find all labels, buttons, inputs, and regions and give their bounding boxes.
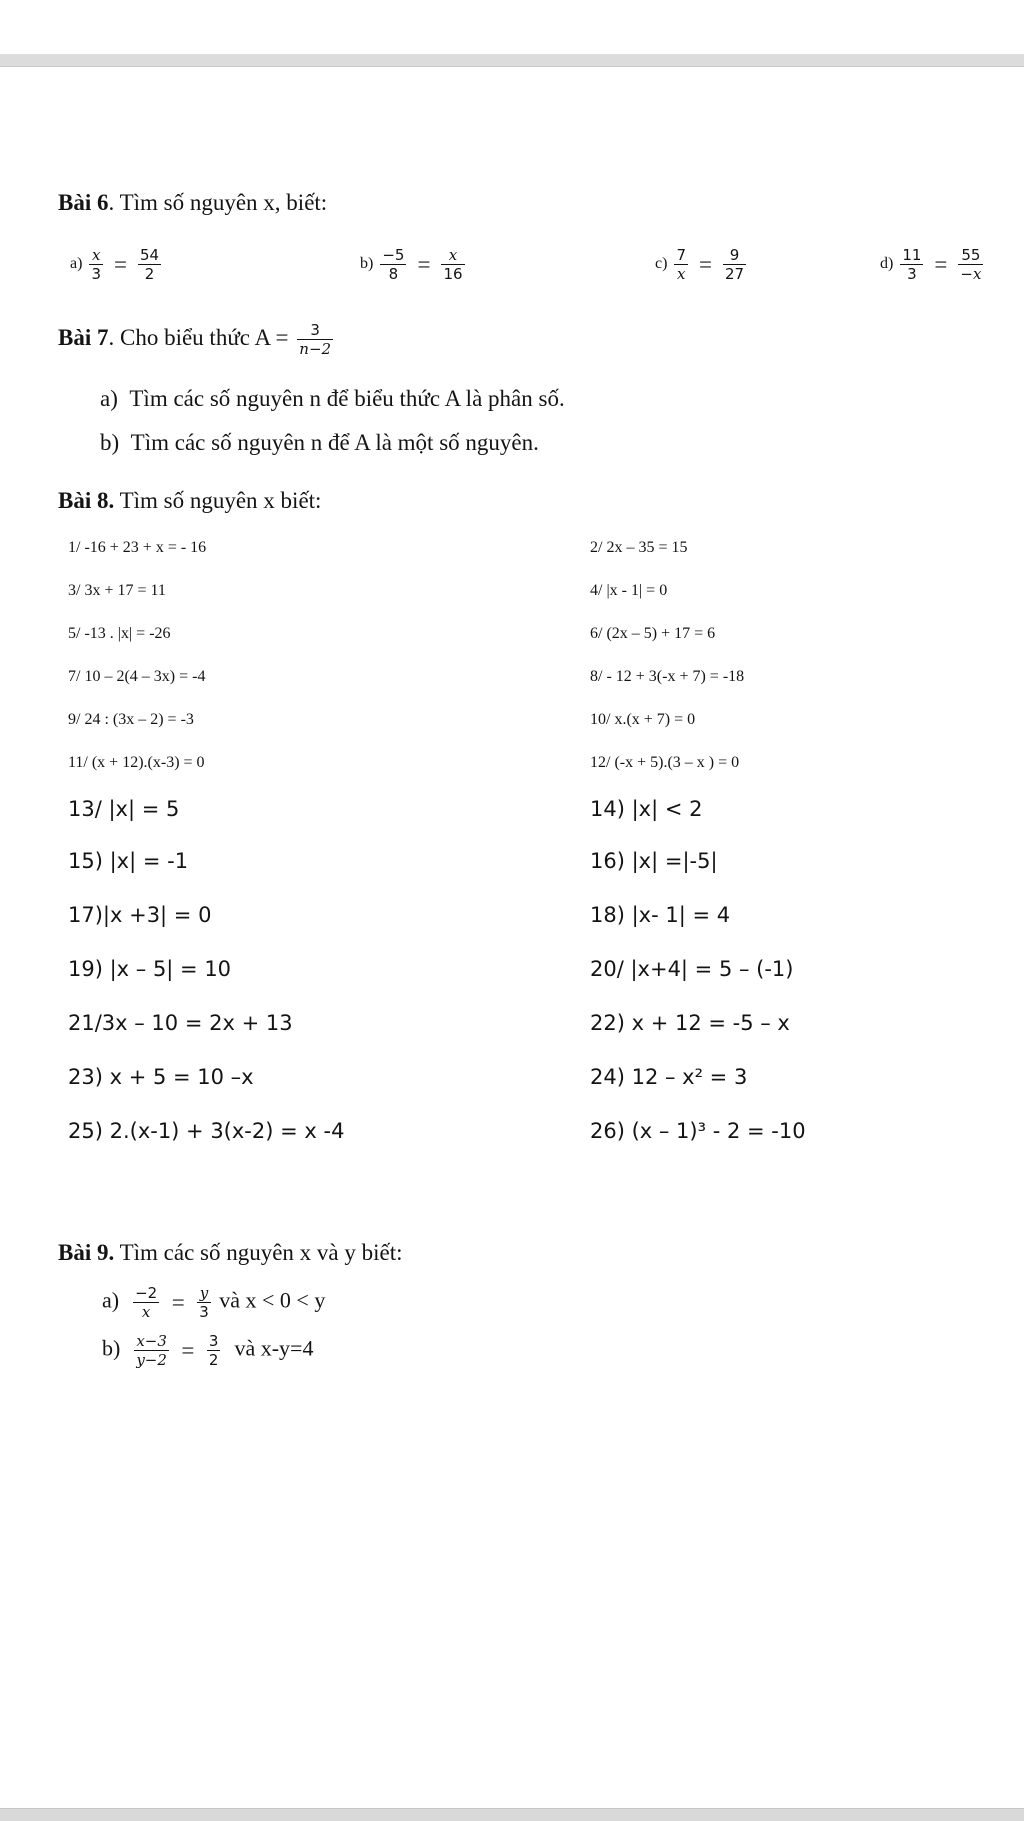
numerator: 54 — [139, 246, 160, 264]
exercise-item: 16) |x| =|-5| — [590, 849, 718, 873]
exercise-item: 22) x + 12 = -5 – x — [590, 1011, 790, 1035]
denominator: −x — [960, 265, 982, 283]
fraction — [138, 246, 161, 283]
item-text: Tìm các số nguyên n để biểu thức A là phân số. — [129, 386, 565, 411]
numerator: x — [89, 246, 103, 265]
exercise-item: 19) |x – 5| = 10 — [68, 957, 232, 981]
bai7-item-a — [100, 384, 1024, 414]
exercise-item: 5/ -13 . |x| = -26 — [68, 625, 171, 642]
equals-sign: = — [181, 1337, 195, 1363]
bai6-title — [58, 188, 1024, 218]
denominator: 16 — [443, 265, 463, 283]
numerator: 3 — [208, 1332, 219, 1350]
exercise-item: 14) |x| < 2 — [590, 797, 703, 821]
condition-text: và x < 0 < y — [219, 1287, 326, 1313]
equals-sign: = — [171, 1289, 185, 1315]
exercise-item: 12/ (-x + 5).(3 – x ) = 0 — [590, 754, 740, 771]
numerator: x — [441, 246, 464, 265]
denominator: 2 — [208, 1351, 219, 1369]
numerator: 3 — [297, 321, 333, 340]
exercise-item: 7/ 10 – 2(4 – 3x) = -4 — [68, 668, 206, 685]
numerator: x−3 — [134, 1332, 169, 1351]
numerator: −2 — [135, 1284, 158, 1302]
exercise-item: 24) 12 – x² = 3 — [590, 1065, 748, 1089]
equals-sign: = — [934, 251, 948, 277]
denominator: y−2 — [136, 1351, 167, 1369]
numerator: 9 — [723, 246, 746, 265]
bottom-divider — [0, 1808, 1024, 1821]
bai9-item-a — [102, 1284, 325, 1321]
exercise-item: 9/ 24 : (3x – 2) = -3 — [68, 711, 194, 728]
item-label: a) — [102, 1287, 120, 1313]
fraction — [207, 1332, 221, 1369]
item-label: b) — [360, 255, 374, 273]
fraction — [134, 1332, 169, 1369]
equals-sign: = — [113, 251, 127, 277]
bai7-title-rest: . Cho biểu thức A = — [108, 324, 289, 350]
bai6-item-a — [70, 246, 164, 283]
bai9-title-rest: Tìm các số nguyên x và y biết: — [114, 1240, 403, 1265]
bai6-item-b — [360, 246, 468, 283]
exercise-item: 21/3x – 10 = 2x + 13 — [68, 1011, 293, 1035]
item-text: Tìm các số nguyên n để A là một số nguyên. — [130, 430, 539, 455]
item-label: c) — [655, 255, 668, 273]
bai6-title-rest: . Tìm số nguyên x, biết: — [108, 190, 328, 215]
denominator: x — [141, 1303, 151, 1321]
fraction — [441, 246, 464, 283]
numerator: −5 — [382, 246, 405, 264]
item-label: a) — [70, 255, 83, 273]
exercise-item: 17)|x +3| = 0 — [68, 903, 212, 927]
item-label: b) — [100, 430, 120, 455]
exercise-item: 13/ |x| = 5 — [68, 797, 180, 821]
exercise-item: 15) |x| = -1 — [68, 849, 189, 873]
denominator: n−2 — [299, 340, 332, 358]
exercise-item: 2/ 2x – 35 = 15 — [590, 539, 688, 556]
exercise-item: 6/ (2x – 5) + 17 = 6 — [590, 625, 716, 642]
fraction — [197, 1284, 211, 1321]
exercise-item: 1/ -16 + 23 + x = - 16 — [68, 539, 207, 556]
item-label: d) — [880, 255, 894, 273]
exercise-item: 20/ |x+4| = 5 – (-1) — [590, 957, 794, 981]
numerator: 7 — [676, 246, 686, 264]
numerator: 55 — [958, 246, 983, 265]
bai9-title — [58, 1238, 1024, 1268]
denominator: x — [676, 265, 686, 283]
exercise-item: 10/ x.(x + 7) = 0 — [590, 711, 696, 728]
equals-sign: = — [417, 251, 431, 277]
denominator: 2 — [144, 265, 155, 283]
fraction — [297, 321, 333, 358]
numerator: 11 — [902, 246, 922, 264]
bai6-title-bold: Bài 6 — [58, 190, 109, 215]
condition-text: và x-y=4 — [234, 1335, 314, 1361]
exercise-item: 4/ |x - 1| = 0 — [590, 582, 668, 599]
bai8-title — [58, 486, 1024, 516]
exercise-item: 23) x + 5 = 10 –x — [68, 1065, 254, 1089]
fraction — [89, 246, 103, 283]
fraction — [723, 246, 746, 283]
exercise-item: 26) (x – 1)³ - 2 = -10 — [590, 1119, 806, 1143]
bai6-item-d — [880, 246, 986, 283]
denominator: 8 — [388, 265, 399, 283]
bai7-item-b — [100, 428, 1024, 458]
fraction — [133, 1284, 159, 1321]
item-label: a) — [100, 386, 118, 411]
exercise-item: 25) 2.(x-1) + 3(x-2) = x -4 — [68, 1119, 345, 1143]
bai7-title — [58, 321, 336, 358]
denominator: 27 — [724, 265, 745, 283]
item-label: b) — [102, 1335, 121, 1361]
equals-sign: = — [698, 251, 712, 277]
bai6-item-c — [655, 246, 749, 283]
bai8-title-rest: Tìm số nguyên x biết: — [114, 488, 322, 513]
bai7-title-bold: Bài 7 — [58, 324, 109, 350]
exercise-item: 3/ 3x + 17 = 11 — [68, 582, 166, 599]
denominator: 3 — [199, 1303, 209, 1321]
exercise-item: 11/ (x + 12).(x-3) = 0 — [68, 754, 205, 771]
denominator: 3 — [91, 265, 101, 283]
exercise-item: 18) |x- 1| = 4 — [590, 903, 731, 927]
bai9-item-b — [102, 1332, 313, 1369]
fraction — [900, 246, 923, 283]
bai8-title-bold: Bài 8. — [58, 488, 115, 513]
denominator: 3 — [907, 265, 917, 283]
numerator: y — [197, 1284, 211, 1303]
fraction — [674, 246, 688, 283]
exercise-item: 8/ - 12 + 3(-x + 7) = -18 — [590, 668, 745, 685]
bai9-title-bold: Bài 9. — [58, 1240, 115, 1265]
top-bar — [0, 0, 1024, 54]
fraction — [958, 246, 983, 283]
fraction — [380, 246, 406, 283]
document-page — [0, 66, 1024, 1808]
